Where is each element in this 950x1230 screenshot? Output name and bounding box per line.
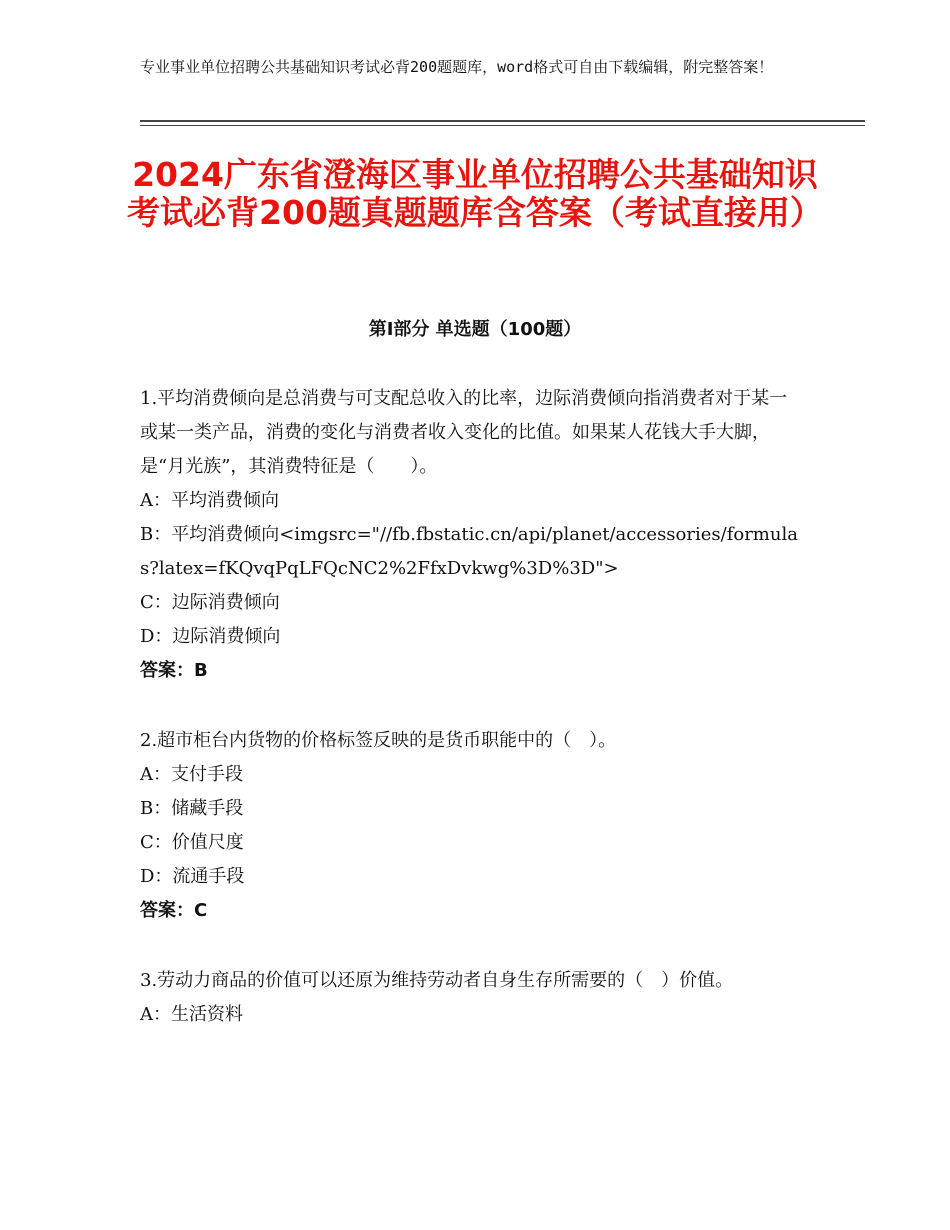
question-stem: 3.劳动力商品的价值可以还原为维持劳动者自身生存所需要的（ ）价值。 (140, 970, 734, 991)
document-title: 2024广东省澄海区事业单位招聘公共基础知识考试必背200题真题题库含答案（考试直接用） (127, 155, 823, 232)
option-c: C：边际消费倾向 (140, 592, 280, 613)
answer-key: 答案：B (140, 660, 208, 681)
question-1 (140, 382, 800, 688)
option-b: B：平均消费倾向<imgsrc="//fb.fbstatic.cn/api/planet/accessories/formulas?latex=fKQvqPqLFQcNC2%2FfxDvkwg%3D%3D"> (140, 524, 798, 579)
answer-key: 答案：C (140, 900, 208, 921)
question-stem: 1.平均消费倾向是总消费与可支配总收入的比率，边际消费倾向指消费者对于某一或某一类产品，消费的变化与消费者收入变化的比值。如果某人花钱大手大脚，是“月光族”，其消费特征是（ ）。 (140, 388, 788, 477)
header-note: 专业事业单位招聘公共基础知识考试必背200题题库，word格式可自由下载编辑，附完整答案！ (140, 58, 774, 76)
option-a: A：支付手段 (140, 764, 243, 785)
option-a: A：生活资料 (140, 1004, 243, 1025)
question-3 (140, 964, 800, 1032)
option-d: D：边际消费倾向 (140, 626, 281, 647)
header-divider-thin (140, 125, 865, 126)
question-2 (140, 724, 800, 928)
option-d: D：流通手段 (140, 866, 245, 887)
option-c: C：价值尺度 (140, 832, 244, 853)
question-list (140, 382, 800, 1068)
question-stem: 2.超市柜台内货物的价格标签反映的是货币职能中的（ ）。 (140, 730, 617, 751)
section-heading: 第Ⅰ部分 单选题（100题） (368, 319, 582, 340)
header-divider-thick (140, 120, 865, 122)
option-b: B：储藏手段 (140, 798, 244, 819)
option-a: A：平均消费倾向 (140, 490, 279, 511)
